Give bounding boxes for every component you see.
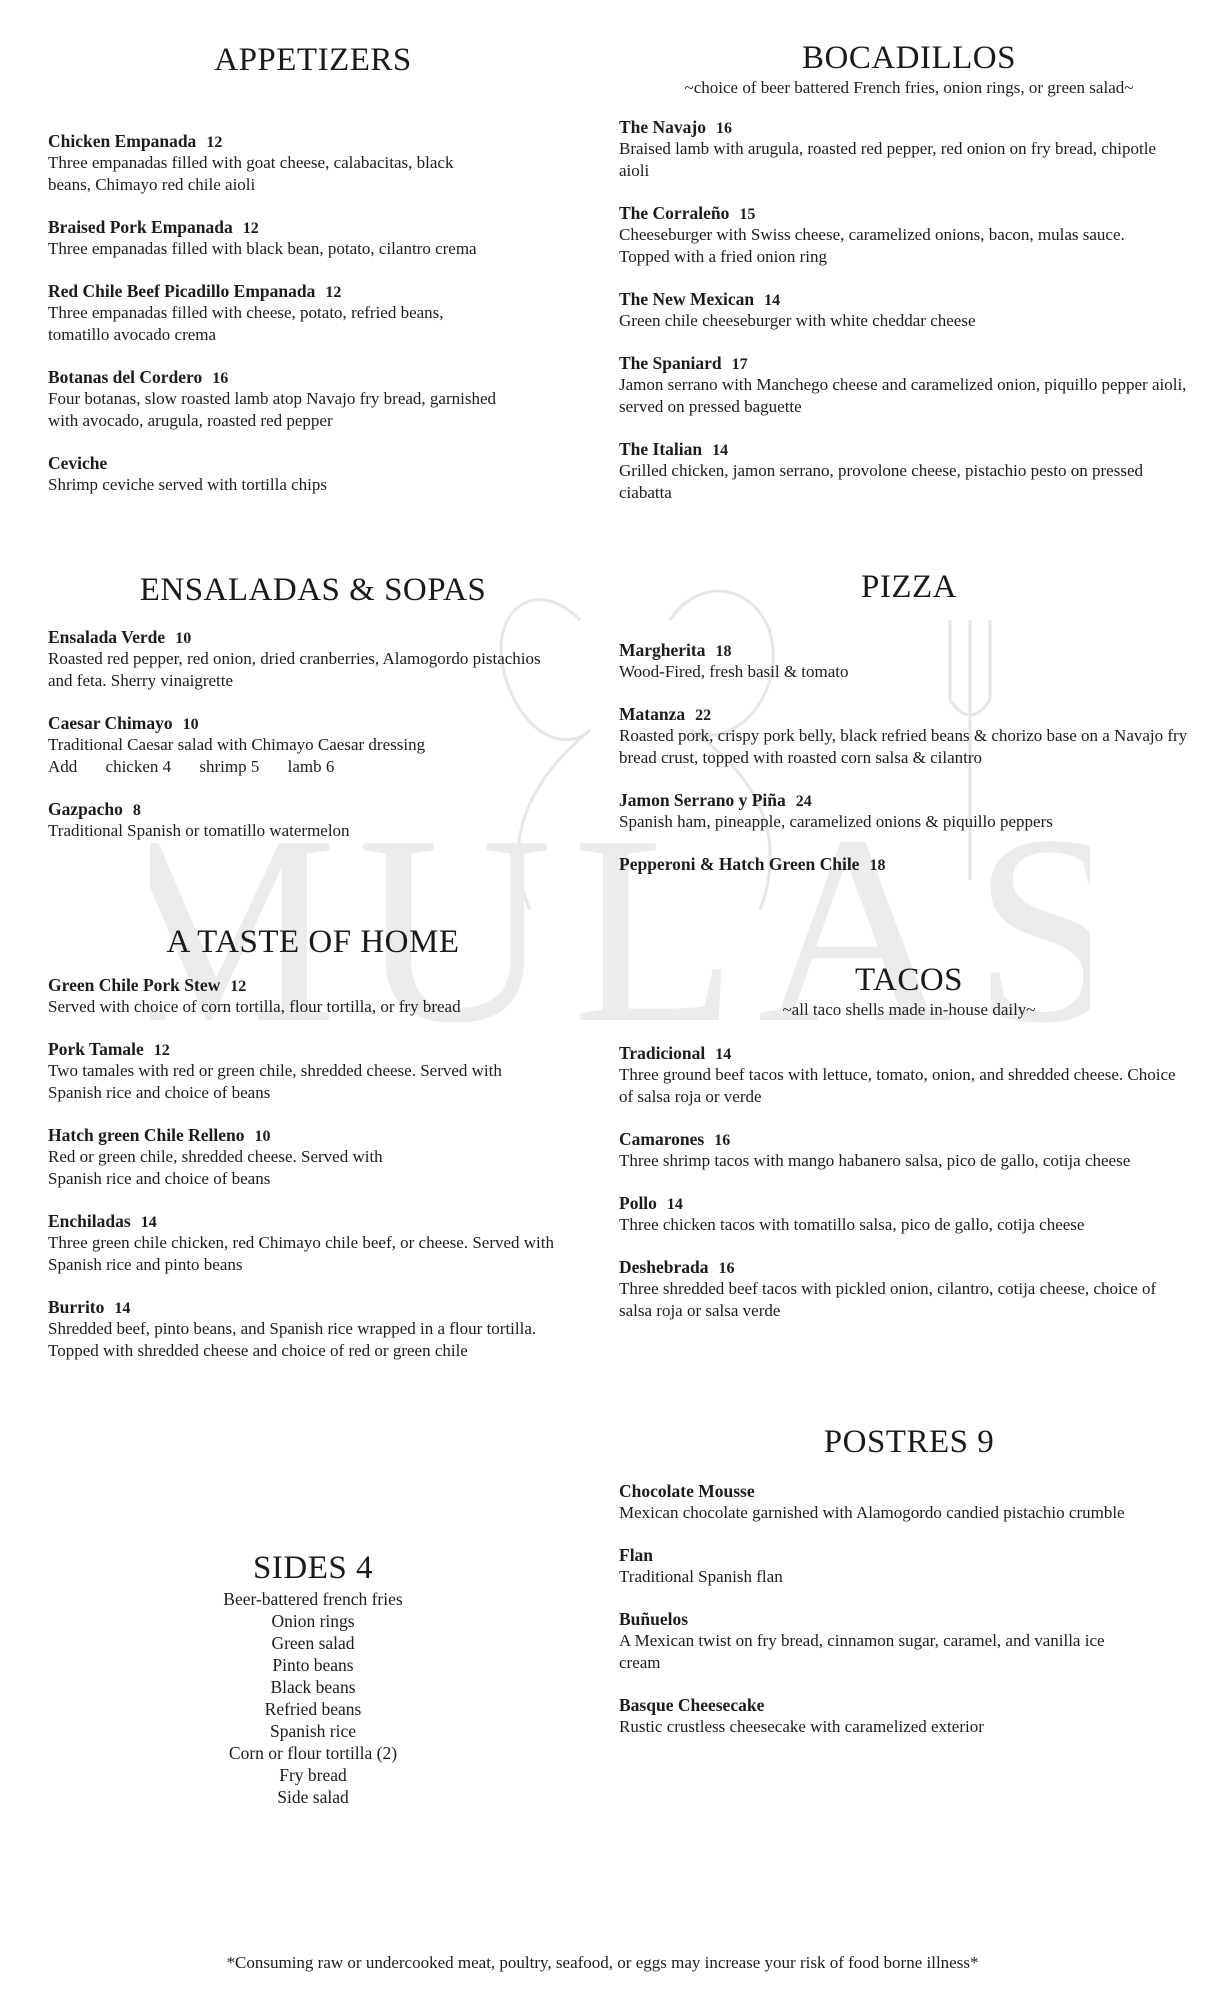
side-item: Black beans: [270, 1677, 356, 1697]
food-safety-disclaimer: *Consuming raw or undercooked meat, poultry, seafood, or eggs may increase your risk of food borne illness*: [226, 1953, 979, 1972]
menu-item: Pepperoni & Hatch Green Chile 18: [619, 854, 886, 874]
menu-item: Ceviche Shrimp ceviche served with tortilla chips: [48, 453, 328, 494]
side-item: Green salad: [271, 1633, 355, 1653]
menu-item: Camarones 16 Three shrimp tacos with mango habanero salsa, pico de gallo, cotija cheese: [619, 1129, 1131, 1170]
sides-title: SIDES 4: [253, 1550, 373, 1586]
side-item: Spanish rice: [269, 1721, 357, 1741]
appetizers-section: [48, 40, 578, 496]
menu-item: The New Mexican 14 Green chile cheeseburger with white cheddar cheese: [619, 289, 976, 330]
postres-title: POSTRES 9: [823, 1424, 995, 1460]
menu-item: Chocolate Mousse Mexican chocolate garnished with Alamogordo candied pistachio crumble: [619, 1481, 1125, 1522]
svg-text:MULAS: MULAS: [150, 780, 1090, 1079]
menu-item: Burrito 14 Shredded beef, pinto beans, and Spanish rice wrapped in a flour tortilla. Topped with shredded cheese and choice of red or green chile: [48, 1297, 537, 1360]
postres-section: [619, 1422, 1199, 1738]
bocadillos-section: [619, 38, 1199, 504]
ensaladas-title: ENSALADAS & SOPAS: [139, 572, 487, 608]
side-item: Fry bread: [279, 1765, 347, 1785]
side-item: Corn or flour tortilla (2): [228, 1743, 398, 1763]
taste-of-home-title: A TASTE OF HOME: [166, 924, 460, 960]
menu-item: Buñuelos A Mexican twist on fry bread, cinnamon sugar, caramel, and vanilla ice cream: [619, 1609, 1105, 1672]
tacos-section: [619, 960, 1199, 1322]
menu-item: Gazpacho 8 Traditional Spanish or tomatillo watermelon: [48, 799, 350, 840]
menu-item: Chicken Empanada 12 Three empanadas filled with goat cheese, calabacitas, black beans, Chimayo red chile aioli: [48, 131, 454, 194]
taste-of-home-section: [48, 922, 578, 1362]
menu-item: Hatch green Chile Relleno 10 Red or green chile, shredded cheese. Served with Spanish rice and choice of beans: [48, 1125, 383, 1188]
menu-item: Enchiladas 14 Three green chile chicken, red Chimayo chile beef, or cheese. Served with Spanish rice and pinto beans: [48, 1211, 554, 1274]
menu-item: The Navajo 16 Braised lamb with arugula, roasted red pepper, red onion on fry bread, chipotle aioli: [619, 117, 1157, 180]
appetizers-title: APPETIZERS: [214, 42, 412, 78]
menu-item: Botanas del Cordero 16 Four botanas, slow roasted lamb atop Navajo fry bread, garnished with avocado, arugula, roasted red pepper: [48, 367, 497, 430]
menu-item: Pork Tamale 12 Two tamales with red or green chile, shredded cheese. Served with Spanish rice and choice of beans: [48, 1039, 502, 1102]
menu-item: Margherita 18 Wood-Fired, fresh basil & tomato: [619, 640, 849, 681]
sides-section: [48, 1548, 578, 1808]
side-item: Side salad: [277, 1787, 349, 1807]
menu-item: Braised Pork Empanada 12 Three empanadas filled with black bean, potato, cilantro crema: [48, 217, 477, 258]
menu-item: Basque Cheesecake Rustic crustless cheesecake with caramelized exterior: [619, 1695, 984, 1736]
bocadillos-subtitle: ~choice of beer battered French fries, onion rings, or green salad~: [684, 78, 1134, 97]
menu-item: The Italian 14 Grilled chicken, jamon serrano, provolone cheese, pistachio pesto on pressed ciabatta: [619, 439, 1144, 502]
menu-item: Ensalada Verde 10 Roasted red pepper, red onion, dried cranberries, Alamogordo pistachios and feta. Sherry vinaigrette: [48, 627, 541, 690]
menu-item: Pollo 14 Three chicken tacos with tomatillo salsa, pico de gallo, cotija cheese: [619, 1193, 1085, 1234]
add-protein-row: Add chicken 4 shrimp 5 lamb 6: [48, 757, 335, 776]
menu-item: Jamon Serrano y Piña 24 Spanish ham, pineapple, caramelized onions & piquillo peppers: [619, 790, 1053, 831]
menu-item: Flan Traditional Spanish flan: [619, 1545, 783, 1586]
side-item: Pinto beans: [272, 1655, 354, 1675]
menu-item: Red Chile Beef Picadillo Empanada 12 Three empanadas filled with cheese, potato, refried beans, tomatillo avocado crema: [48, 281, 444, 344]
menu-item: Deshebrada 16 Three shredded beef tacos with pickled onion, cilantro, cotija cheese, choice of salsa roja or salsa verde: [619, 1257, 1157, 1320]
side-item: Refried beans: [264, 1699, 362, 1719]
menu-item: Tradicional 14 Three ground beef tacos with lettuce, tomato, onion, and shredded cheese. Choice of salsa roja or verde: [619, 1043, 1176, 1106]
side-item: Beer-battered french fries: [223, 1589, 403, 1609]
menu-item: Caesar Chimayo 10 Traditional Caesar salad with Chimayo Caesar dressing Add chicken 4 shrimp 5 lamb 6: [48, 712, 578, 778]
menu-item: The Corraleño 15 Cheeseburger with Swiss cheese, caramelized onions, bacon, mulas sauce. Topped with a fried onion ring: [619, 203, 1125, 266]
bocadillos-title: BOCADILLOS: [801, 40, 1016, 76]
tacos-title: TACOS: [854, 962, 964, 998]
menu-item: Green Chile Pork Stew 12 Served with choice of corn tortilla, flour tortilla, or fry bread: [48, 975, 461, 1016]
menu-item: Matanza 22 Roasted pork, crispy pork belly, black refried beans & chorizo base on a Navajo fry bread crust, topped with roasted corn salsa & cilantro: [619, 704, 1188, 767]
pizza-title: PIZZA: [861, 569, 957, 605]
menu-item: The Spaniard 17 Jamon serrano with Manchego cheese and caramelized onion, piquillo pepper aioli, served on pressed baguette: [619, 353, 1187, 416]
sides-list: [48, 1588, 578, 1808]
tacos-subtitle: ~all taco shells made in-house daily~: [782, 1000, 1036, 1019]
ensaladas-section: [48, 570, 578, 842]
side-item: Onion rings: [271, 1611, 355, 1631]
pizza-section: [619, 567, 1199, 875]
